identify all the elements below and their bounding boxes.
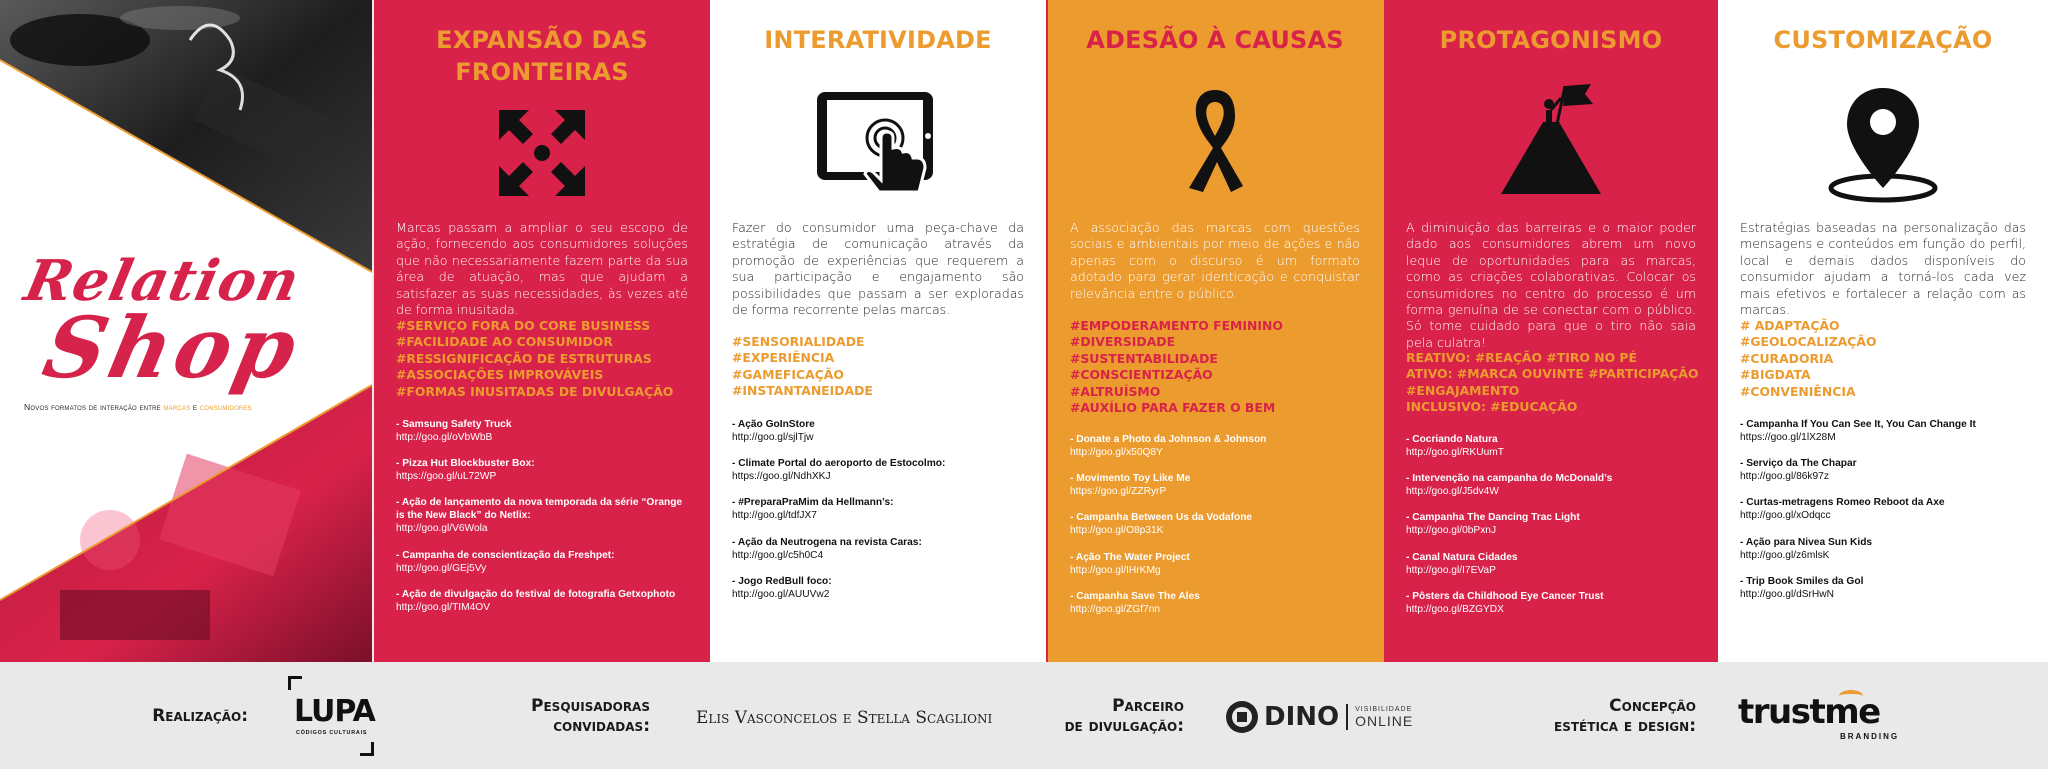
column-tags	[732, 334, 1024, 400]
column-protagonismo	[1382, 0, 1718, 662]
reference-link[interactable]: http://goo.gl/z6mlsK	[1740, 549, 1830, 561]
reference-link[interactable]: http://goo.gl/tdfJX7	[732, 510, 817, 522]
reference-item	[1070, 511, 1360, 537]
dino-divider	[1346, 704, 1348, 730]
reference-item	[732, 457, 1024, 483]
reference-item	[1740, 536, 2026, 562]
reference-link[interactable]: http://goo.gl/x50Q8Y	[1070, 447, 1163, 458]
reference-title: - Donate a Photo da Johnson & Johnson	[1070, 434, 1267, 445]
lupa-frame-corner-icon	[360, 742, 374, 756]
reference-title: - Serviço da The Chapar	[1740, 458, 1857, 470]
concepcao-label	[1494, 696, 1696, 736]
trustme-accent-icon	[1839, 690, 1863, 702]
column-tags	[1740, 318, 2026, 400]
dino-tagline-line2: ONLINE	[1355, 712, 1414, 729]
reference-title: - Campanha Save The Ales	[1070, 590, 1200, 602]
reference-title: - Trip Book Smiles da Gol	[1740, 575, 1864, 587]
reference-title: - Ação GoInStore	[732, 419, 815, 430]
column-interatividade	[710, 0, 1046, 662]
summit-flag-icon	[1384, 80, 1718, 196]
reference-link[interactable]: http://goo.gl/dSrHwN	[1740, 588, 1834, 600]
column-references	[732, 418, 1024, 614]
column-tags	[1406, 350, 1699, 416]
reference-item	[1406, 590, 1696, 616]
tag: #INSTANTANEIDADE	[732, 383, 873, 399]
reference-item	[1740, 418, 2026, 444]
dino-wordmark: DINO	[1264, 702, 1340, 732]
concepcao-label-line2: estética e design:	[1554, 716, 1696, 736]
pesquisadoras-label	[480, 696, 650, 736]
pesquisadoras-label-line2: convidadas:	[553, 716, 650, 736]
reference-link[interactable]: http://goo.gl/O8p31K	[1070, 525, 1164, 537]
dino-symbol-icon	[1226, 701, 1258, 733]
reference-link[interactable]: http://goo.gl/BZGYDX	[1406, 603, 1504, 615]
tag: #EXPERIÊNCIA	[732, 350, 835, 366]
column-tags	[1070, 318, 1360, 416]
column-references	[396, 418, 688, 627]
reference-link[interactable]: https://goo.gl/NdhXKJ	[732, 471, 831, 483]
trustme-wordmark: trustme	[1738, 692, 1880, 732]
parceiro-label-line2: de divulgação:	[1064, 716, 1184, 736]
reference-link[interactable]: https://goo.gl/uL72WP	[396, 471, 497, 483]
reference-item	[396, 588, 688, 614]
reference-title: - Intervenção na campanha do McDonald’s	[1406, 473, 1613, 485]
column-description: A associação das marcas com questões sociais e ambientais por meio de ações e não apenas com o discurso é um formato adotado para gerar identicação e conquistar relevância entre o público.	[1070, 220, 1360, 301]
touch-tablet-icon	[710, 88, 1046, 198]
tag: #EMPODERAMENTO FEMININO	[1070, 318, 1283, 333]
column-title: INTERATIVIDADE	[764, 26, 992, 54]
column-title: PROTAGONISMO	[1439, 26, 1663, 54]
reference-title: - Campanha Between Us da Vodafone	[1070, 512, 1253, 524]
reference-item	[1406, 551, 1696, 577]
reference-item	[732, 418, 1024, 444]
trustme-subtitle: BRANDING	[1840, 732, 1900, 741]
reference-link[interactable]: http://goo.gl/oVbWbB	[396, 432, 493, 443]
reference-title: - Samsung Safety Truck	[396, 419, 512, 430]
column-references	[1070, 433, 1360, 629]
awareness-ribbon-icon	[1048, 86, 1382, 196]
reference-title: - Ação de lançamento da nova temporada da série “Orange is the New Black” do Netlix:	[396, 497, 683, 522]
location-pin-icon	[1718, 84, 2048, 204]
tag: # ADAPTAÇÃO	[1740, 318, 1840, 333]
reference-item	[396, 496, 688, 535]
tag: #DIVERSIDADE	[1070, 334, 1176, 350]
tag: #AUXÍLIO PARA FAZER O BEM	[1070, 400, 1276, 416]
reference-title: - Pôsters da Childhood Eye Cancer Trust	[1406, 590, 1604, 602]
tag: #RESSIGNIFICAÇÃO DE ESTRUTURAS	[396, 350, 652, 366]
tag: #GAMEFICAÇÃO	[732, 366, 844, 382]
reference-title: - #PreparaPraMim da Hellmann’s:	[732, 497, 894, 509]
reference-item	[1740, 575, 2026, 601]
reference-title: - Jogo RedBull foco:	[732, 575, 832, 587]
reference-title: - Climate Portal do aeroporto de Estocolmo:	[732, 458, 946, 470]
column-title: ADESÃO À CAUSAS	[1086, 26, 1344, 54]
tagline-highlight-marcas: marcas	[163, 402, 191, 412]
reference-title: - Campanha The Dancing Trac Light	[1406, 512, 1580, 524]
reference-link[interactable]: http://goo.gl/c5h0C4	[732, 549, 824, 561]
reference-title: - Campanha If You Can See It, You Can Change It	[1740, 419, 1976, 430]
credits-footer	[0, 662, 2048, 769]
reference-item	[1740, 457, 2026, 483]
reference-title: - Canal Natura Cidades	[1406, 551, 1518, 563]
reference-item	[396, 418, 688, 444]
tag: REATIVO: #REAÇÃO #TIRO NO PÉ	[1406, 350, 1637, 365]
column-references	[1740, 418, 2026, 614]
column-description: Fazer do consumidor uma peça-chave da estratégia de comunicação através da promoção de experiências que requerem a sua participação e engajamento são possibilidades que passam a ser exploradas de forma recorrente pelas marcas.	[732, 220, 1024, 318]
reference-item	[396, 457, 688, 483]
reference-item	[732, 496, 1024, 522]
reference-link[interactable]: http://goo.gl/xOdqcc	[1740, 510, 1831, 522]
logo-shop-text: Shop	[35, 298, 310, 397]
tag: #CONVENIÊNCIA	[1740, 383, 1856, 399]
reference-link[interactable]: http://goo.gl/TIM4OV	[396, 601, 490, 613]
reference-link[interactable]: http://goo.gl/V6Wola	[396, 523, 488, 535]
tagline-conjunction: e	[190, 402, 200, 412]
dino-logo	[1226, 700, 1413, 734]
pesquisadoras-label-line1: Pesquisadoras	[531, 696, 650, 716]
column-adesao	[1046, 0, 1382, 662]
tag: #CURADORIA	[1740, 350, 1834, 366]
column-description: Marcas passam a ampliar o seu escopo de ação, fornecendo aos consumidores soluções que não necessariamente fazem parte da sua área de atuação, mas que ajudam a satisfazer as suas necessidades, às vezes até de forma inusitada.	[396, 220, 688, 318]
reference-item	[396, 549, 688, 575]
reference-link[interactable]: http://goo.gl/AUUVw2	[732, 588, 830, 600]
reference-link[interactable]: https://goo.gl/ZZRyrP	[1070, 486, 1167, 498]
reference-title: - Cocriando Natura	[1406, 434, 1498, 445]
tag: #GEOLOCALIZAÇÃO	[1740, 334, 1877, 350]
column-tags	[396, 318, 688, 400]
reference-item	[1070, 590, 1360, 616]
column-expansao	[374, 0, 710, 662]
column-description: A diminuição das barreiras e o maior poder dado aos consumidores abrem um novo leque de oportunidades para as marcas, como as criações colaborativas. Colocar os consumidores no centro do processo é um forma genuína de se conectar com o público. Só tome cuidado para que o tiro não saia pela culatra!	[1406, 220, 1696, 350]
dino-tagline	[1355, 706, 1413, 729]
brand-tagline	[24, 402, 252, 412]
reference-item	[1070, 472, 1360, 498]
pesquisadoras-names: Elis Vasconcelos e Stella Scaglioni	[696, 708, 993, 728]
reference-link[interactable]: http://goo.gl/GEj5Vy	[396, 562, 487, 574]
reference-title: - Pizza Hut Blockbuster Box:	[396, 458, 535, 470]
tagline-highlight-consumidores: consumidores	[199, 402, 252, 412]
tag: #SUSTENTABILIDADE	[1070, 350, 1218, 366]
lupa-subtitle: CÓDIGOS CULTURAIS	[296, 730, 368, 736]
reference-link[interactable]: http://goo.gl/J5dv4W	[1406, 486, 1499, 498]
tag: #ALTRUÍSMO	[1070, 383, 1161, 399]
lupa-frame-corner-icon	[288, 676, 302, 690]
tag: #ENGAJAMENTO	[1406, 382, 1520, 398]
column-title: EXPANSÃO DAS FRONTEIRAS	[436, 26, 648, 86]
reference-link[interactable]: http://goo.gl/86k97z	[1740, 471, 1829, 483]
realizacao-label: Realização:	[152, 706, 248, 726]
tag: #BIGDATA	[1740, 367, 1811, 383]
reference-title: - Ação The Water Project	[1070, 551, 1190, 563]
lupa-logo	[288, 676, 374, 756]
brand-panel	[0, 0, 372, 662]
reference-title: - Ação de divulgação do festival de fotografia Getxophoto	[396, 588, 676, 600]
expand-arrows-icon	[374, 108, 710, 198]
reference-item	[1070, 551, 1360, 577]
reference-item	[1406, 511, 1696, 537]
tag: INCLUSIVO: #EDUCAÇÃO	[1406, 399, 1578, 415]
tag: #FORMAS INUSITADAS DE DIVULGAÇÃO	[396, 383, 674, 399]
reference-title: - Ação para Nivea Sun Kids	[1740, 536, 1873, 548]
reference-link[interactable]: https://goo.gl/1lX28M	[1740, 432, 1836, 443]
reference-title: - Movimento Toy Like Me	[1070, 473, 1191, 485]
reference-title: - Campanha de conscientização da Freshpet:	[396, 549, 615, 561]
lupa-wordmark: LUPA	[294, 694, 375, 729]
logo-relation-text: Relation	[18, 248, 306, 314]
reference-item	[1406, 433, 1696, 459]
reference-link[interactable]: http://goo.gl/0bPxnJ	[1406, 525, 1497, 537]
reference-link[interactable]: http://goo.gl/RKUumT	[1406, 447, 1504, 458]
dino-tagline-line1: VISIBILIDADE	[1355, 705, 1413, 713]
reference-title: - Ação da Neutrogena na revista Caras:	[732, 536, 922, 548]
tag: #SERVIÇO FORA DO CORE BUSINESS	[396, 318, 651, 333]
reference-link[interactable]: http://goo.gl/IHrKMg	[1070, 564, 1161, 576]
reference-item	[1406, 472, 1696, 498]
reference-link[interactable]: http://goo.gl/sjlTjw	[732, 432, 814, 443]
tagline-text: Novos formatos de interação entre	[24, 402, 164, 412]
tag: #FACILIDADE AO CONSUMIDOR	[396, 334, 613, 350]
reference-item	[732, 575, 1024, 601]
parceiro-label-line1: Parceiro	[1112, 696, 1184, 716]
reference-link[interactable]: http://goo.gl/I7EVaP	[1406, 564, 1496, 576]
tag: ATIVO: #MARCA OUVINTE #PARTICIPAÇÃO	[1406, 366, 1699, 382]
column-description: Estratégias baseadas na personalização das mensagens e conteúdos em função do perfil, local e demais dados disponíveis do consumidor ajudam a torná-los cada vez mais efetivos e fortalecer a relação com as marcas.	[1740, 220, 2026, 318]
tag: #CONSCIENTIZAÇÃO	[1070, 367, 1213, 383]
reference-title: - Curtas-metragens Romeo Reboot da Axe	[1740, 497, 1945, 509]
tag: #SENSORIALIDADE	[732, 334, 865, 349]
column-references	[1406, 433, 1696, 629]
column-customizacao	[1718, 0, 2048, 662]
reference-item	[732, 536, 1024, 562]
parceiro-label	[1020, 696, 1184, 736]
concepcao-label-line1: Concepção	[1609, 696, 1696, 716]
tag: #ASSOCIAÇÕES IMPROVÁVEIS	[396, 367, 604, 383]
reference-item	[1740, 496, 2026, 522]
column-title: CUSTOMIZAÇÃO	[1773, 26, 1993, 54]
reference-link[interactable]: http://goo.gl/ZGf7nn	[1070, 603, 1161, 615]
reference-item	[1070, 433, 1360, 459]
trustme-logo	[1738, 692, 1908, 742]
